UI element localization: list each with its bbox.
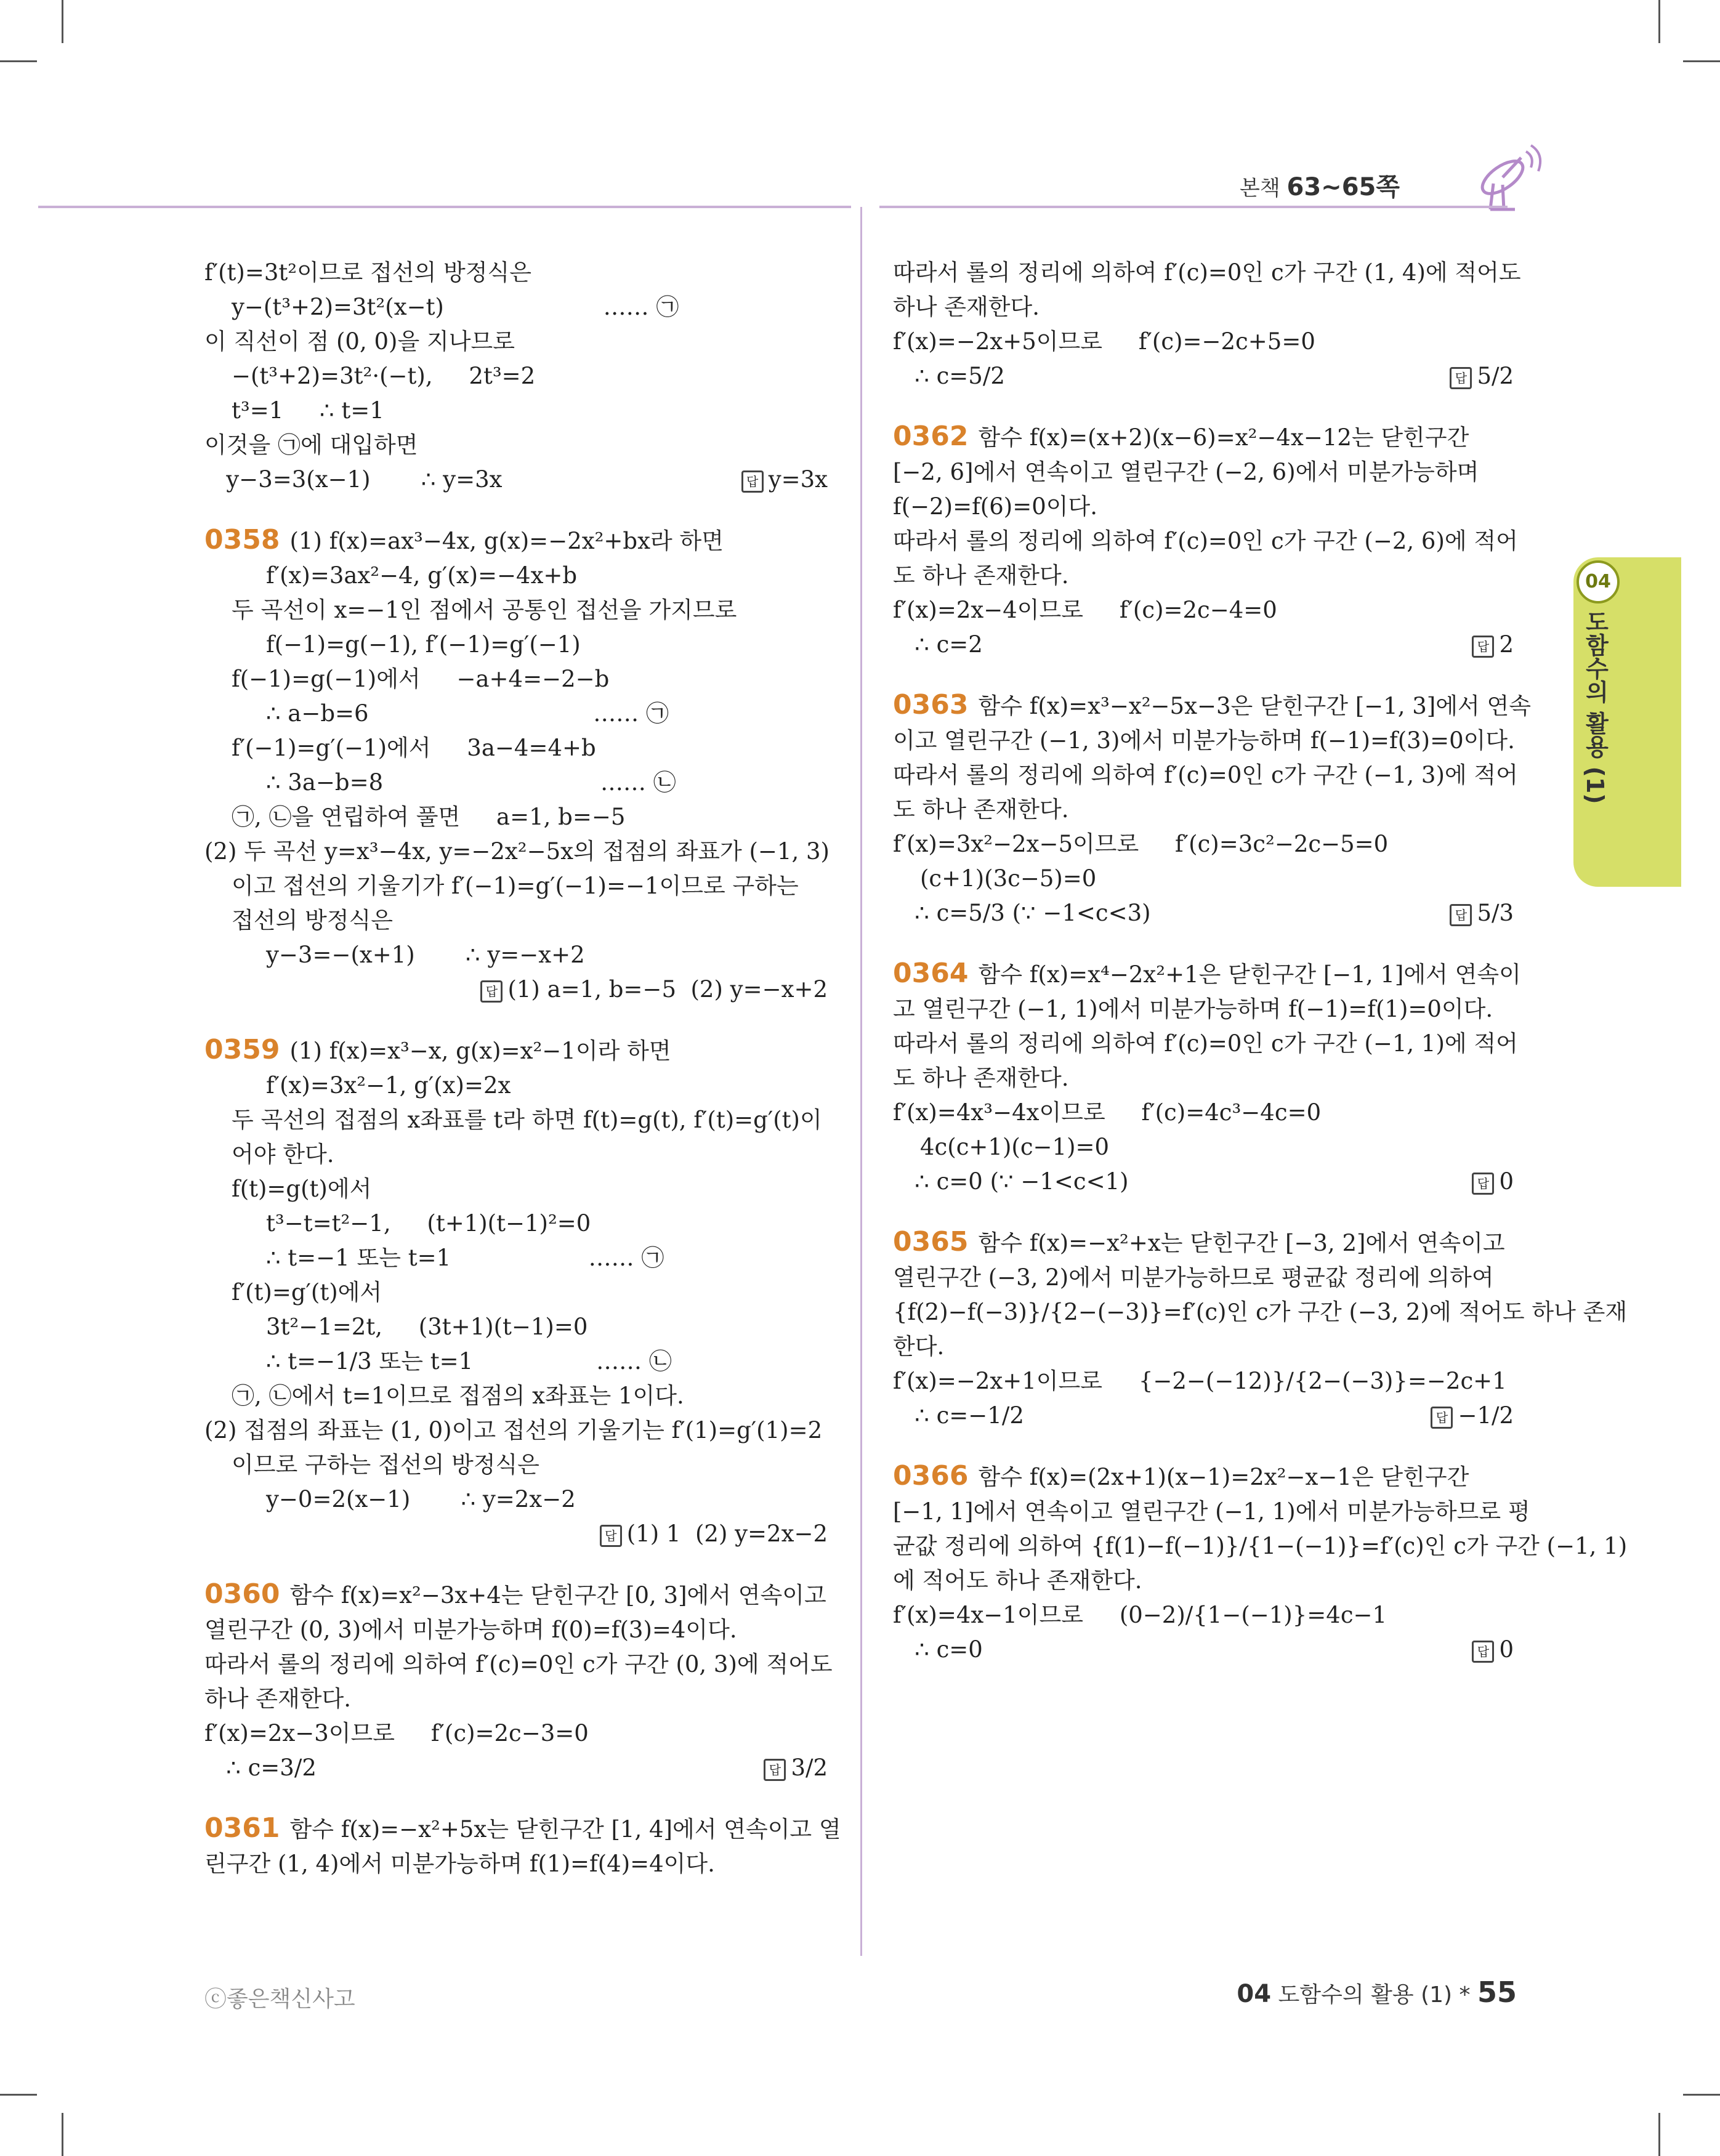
footer-star: *	[1459, 1982, 1471, 2008]
line-text: 함수 f(x)=x³−x²−5x−3은 닫힌구간 [−1, 3]에서 연속	[978, 693, 1531, 719]
solution-line	[893, 325, 1514, 359]
problem-block	[893, 688, 1531, 931]
satellite-icon	[1466, 140, 1552, 214]
header-rule-left	[38, 206, 851, 208]
solution-line	[893, 1598, 1514, 1633]
problem-block	[204, 1811, 841, 1881]
problem-block	[893, 1225, 1628, 1433]
solution-line	[204, 1448, 828, 1482]
answer-value: 5/2	[1477, 363, 1514, 389]
solution-line	[204, 662, 828, 696]
problem-number: 0366	[893, 1460, 969, 1492]
line-text: 이것을 ㉠에 대입하면	[204, 432, 418, 458]
solution-line	[893, 524, 1518, 559]
footer-chapter-title: 도함수의 활용 (1)	[1278, 1982, 1453, 2008]
crop-mark	[1683, 60, 1720, 62]
column-divider	[860, 207, 862, 1956]
answer-value: (1) a=1, b=−5 (2) y=−x+2	[507, 976, 828, 1003]
final-answer	[1472, 1633, 1514, 1667]
line-text: f′(x)=−2x+5이므로 f′(c)=−2c+5=0	[893, 328, 1315, 355]
answer-work: y−3=3(x−1) ∴ y=3x	[204, 466, 503, 493]
line-text: 4c(c+1)(c−1)=0	[920, 1134, 1110, 1160]
solution-line	[204, 1206, 828, 1241]
answer-mark-icon: 답	[1450, 904, 1472, 926]
solution-line	[893, 1495, 1530, 1529]
answer-mark-icon: 답	[480, 980, 503, 1003]
line-text: 열린구간 (−3, 2)에서 미분가능하므로 평균값 정리에 의하여	[893, 1264, 1494, 1291]
answer-value: −1/2	[1458, 1402, 1514, 1429]
answer-row	[893, 1633, 1514, 1667]
solution-line	[204, 1344, 828, 1379]
problem-block	[204, 256, 828, 497]
answer-row	[893, 896, 1514, 931]
line-text: f′(−1)=g′(−1)에서 3a−4=4+b	[232, 735, 596, 761]
solution-line	[204, 325, 828, 359]
solution-line	[893, 862, 1514, 896]
solution-line	[204, 428, 828, 462]
solution-line	[204, 834, 828, 869]
solution-line	[204, 765, 828, 800]
solution-line	[893, 256, 1521, 290]
solution-line	[893, 1261, 1514, 1295]
line-text: f′(x)=4x−1이므로 (0−2)/{1−(−1)}=4c−1	[893, 1602, 1387, 1628]
line-text: 열린구간 (0, 3)에서 미분가능하며 f(0)=f(3)=4이다.	[204, 1617, 737, 1643]
solution-line	[204, 1413, 828, 1448]
solution-line	[893, 1225, 1514, 1261]
problem-block	[893, 1459, 1628, 1667]
solution-line	[204, 1172, 828, 1206]
solution-line	[893, 419, 1514, 455]
page-number: 55	[1477, 1976, 1517, 2009]
solution-line	[204, 1847, 828, 1881]
solution-line	[893, 1364, 1514, 1399]
solution-line	[204, 359, 828, 394]
solution-line	[893, 724, 1514, 758]
answer-row	[204, 1517, 828, 1551]
line-text: 함수 f(x)=−x²+5x는 닫힌구간 [1, 4]에서 연속이고 열	[289, 1816, 841, 1843]
answer-mark-icon: 답	[1450, 367, 1472, 389]
answer-mark-icon: 답	[764, 1759, 786, 1781]
solution-line	[204, 1310, 828, 1344]
solution-line	[204, 1577, 828, 1613]
line-text: 따라서 롤의 정리에 의하여 f′(c)=0인 c가 구간 (−2, 6)에 적어	[893, 528, 1518, 554]
solution-line	[204, 290, 828, 325]
problem-number: 0361	[204, 1812, 280, 1844]
answer-work: ∴ c=5/3 (∵ −1<c<3)	[893, 900, 1151, 926]
crop-mark	[1683, 2094, 1720, 2096]
line-text: 따라서 롤의 정리에 의하여 f′(c)=0인 c가 구간 (−1, 1)에 적어	[893, 1030, 1518, 1057]
line-text: 균값 정리에 의하여 {f(1)−f(−1)}/{1−(−1)}=f′(c)인 c가 구간 (−1, 1)	[893, 1533, 1628, 1559]
answer-value: 5/3	[1477, 900, 1514, 926]
line-text: 고 열린구간 (−1, 1)에서 미분가능하며 f(−1)=f(1)=0이다.	[893, 996, 1493, 1022]
answer-mark-icon: 답	[741, 470, 764, 493]
solution-line	[204, 1275, 828, 1310]
line-text: 함수 f(x)=−x²+x는 닫힌구간 [−3, 2]에서 연속이고	[978, 1230, 1505, 1256]
page-ref-pages: 63~65쪽	[1286, 173, 1400, 201]
final-answer	[741, 462, 828, 497]
solution-line	[204, 696, 828, 731]
solution-line	[204, 628, 828, 662]
problem-block	[204, 1033, 828, 1551]
solution-line	[204, 903, 828, 938]
final-answer	[1450, 359, 1514, 394]
solution-line	[204, 1241, 828, 1275]
line-text: f(−1)=g(−1)에서 −a+4=−2−b	[232, 666, 610, 692]
problem-block	[893, 256, 1521, 394]
solution-line	[204, 256, 828, 290]
line-text: {f(2)−f(−3)}/{2−(−3)}=f′(c)인 c가 구간 (−3, 2)에 적어도 하나 존재	[893, 1299, 1628, 1325]
solution-line	[893, 992, 1514, 1027]
answer-work: ∴ c=2	[893, 631, 983, 658]
solution-line	[204, 1103, 828, 1137]
line-text: t³=1 ∴ t=1	[232, 397, 384, 424]
line-text: ∴ a−b=6 …… ㉠	[266, 700, 669, 727]
solution-line	[893, 1130, 1514, 1165]
solution-line	[204, 1613, 828, 1647]
chapter-tab-number: 04	[1577, 560, 1620, 604]
answer-work: ∴ c=3/2	[204, 1754, 317, 1781]
problem-block	[893, 419, 1518, 662]
line-text: f(−1)=g(−1), f′(−1)=g′(−1)	[266, 631, 581, 658]
page-footer	[1237, 1976, 1517, 2009]
copyright: ⓒ좋은책신사고	[204, 1987, 355, 2012]
page-ref-prefix: 본책	[1240, 176, 1280, 201]
answer-value: 0	[1499, 1636, 1514, 1663]
answer-mark-icon: 답	[600, 1525, 622, 1547]
left-column	[204, 256, 841, 1907]
solution-line	[893, 688, 1531, 724]
line-text: 도 하나 존재한다.	[893, 796, 1069, 823]
line-text: 접선의 방정식은	[232, 907, 393, 934]
answer-value: (1) 1 (2) y=2x−2	[626, 1520, 828, 1547]
line-text: y−(t³+2)=3t²(x−t) …… ㉠	[232, 294, 679, 320]
solution-line	[893, 1564, 1514, 1598]
final-answer	[1472, 628, 1514, 662]
line-text: (2) 접점의 좌표는 (1, 0)이고 접선의 기울기는 f′(1)=g′(1)=2	[204, 1417, 823, 1443]
line-text: f′(t)=3t²이므로 접선의 방정식은	[204, 259, 532, 286]
final-answer	[1450, 896, 1514, 931]
crop-mark	[62, 2113, 63, 2156]
line-text: f′(x)=2x−3이므로 f′(c)=2c−3=0	[204, 1720, 589, 1746]
line-text: 에 적어도 하나 존재한다.	[893, 1567, 1142, 1594]
solution-line	[204, 1068, 828, 1103]
solution-line	[893, 1295, 1628, 1330]
line-text: t³−t=t²−1, (t+1)(t−1)²=0	[266, 1210, 591, 1237]
answer-row	[893, 1165, 1514, 1199]
line-text: 하나 존재한다.	[204, 1686, 351, 1712]
line-text: 두 곡선의 접점의 x좌표를 t라 하면 f(t)=g(t), f′(t)=g′(t)이	[232, 1107, 822, 1133]
line-text: 이고 열린구간 (−1, 3)에서 미분가능하며 f(−1)=f(3)=0이다.	[893, 727, 1515, 754]
solution-line	[204, 1647, 833, 1682]
final-answer	[600, 1517, 828, 1551]
line-text: −(t³+2)=3t²·(−t), 2t³=2	[232, 363, 536, 389]
line-text: [−1, 1]에서 연속이고 열린구간 (−1, 1)에서 미분가능하므로 평	[893, 1498, 1530, 1525]
solution-line	[204, 1033, 828, 1068]
line-text: f′(t)=g′(t)에서	[232, 1279, 382, 1306]
answer-work: ∴ c=0	[893, 1636, 983, 1663]
solution-line	[204, 593, 828, 628]
problem-number: 0360	[204, 1578, 280, 1610]
line-text: 이므로 구하는 접선의 방정식은	[232, 1451, 539, 1478]
line-text: 어야 한다.	[232, 1141, 334, 1168]
crop-mark	[1658, 0, 1660, 43]
line-text: (2) 두 곡선 y=x³−4x, y=−2x²−5x의 접점의 좌표가 (−1, 3)	[204, 838, 830, 865]
solution-line	[893, 1096, 1514, 1130]
line-text: 두 곡선이 x=−1인 점에서 공통인 접선을 가지므로	[232, 597, 737, 623]
line-text: 따라서 롤의 정리에 의하여 f′(c)=0인 c가 구간 (−1, 3)에 적어	[893, 762, 1518, 788]
problem-block	[204, 523, 828, 1007]
page-reference	[1240, 168, 1400, 203]
problem-number: 0363	[893, 689, 969, 721]
line-text: 따라서 롤의 정리에 의하여 f′(c)=0인 c가 구간 (0, 3)에 적어도	[204, 1651, 833, 1678]
answer-row	[893, 628, 1514, 662]
answer-work: ∴ c=−1/2	[893, 1402, 1024, 1429]
answer-value: 2	[1499, 631, 1514, 658]
line-text: f′(x)=−2x+1이므로 {−2−(−12)}/{2−(−3)}=−2c+1	[893, 1368, 1507, 1394]
line-text: 따라서 롤의 정리에 의하여 f′(c)=0인 c가 구간 (1, 4)에 적어도	[893, 259, 1521, 286]
solution-line	[204, 1137, 828, 1172]
problem-block	[204, 1577, 833, 1785]
answer-mark-icon: 답	[1472, 1641, 1494, 1663]
final-answer	[764, 1751, 828, 1785]
solution-line	[204, 938, 828, 972]
chapter-tab-title: 도함수의 활용 (1)	[1581, 610, 1609, 804]
solution-line	[204, 523, 828, 559]
answer-row	[893, 1399, 1514, 1433]
line-text: f(t)=g(t)에서	[232, 1176, 372, 1202]
solution-line	[893, 827, 1514, 862]
solution-line	[893, 490, 1514, 524]
crop-mark	[62, 0, 63, 43]
crop-mark	[0, 60, 37, 62]
final-answer	[1431, 1399, 1514, 1433]
answer-row	[204, 1751, 828, 1785]
answer-row	[204, 462, 828, 497]
line-text: (c+1)(3c−5)=0	[920, 865, 1097, 892]
solution-line	[204, 559, 828, 593]
line-text: (1) f(x)=x³−x, g(x)=x²−1이라 하면	[289, 1038, 671, 1064]
line-text: f′(x)=3x²−1, g′(x)=2x	[266, 1072, 511, 1099]
line-text: f(−2)=f(6)=0이다.	[893, 493, 1098, 520]
final-answer	[480, 972, 828, 1007]
line-text: ㉠, ㉡에서 t=1이므로 접점의 x좌표는 1이다.	[232, 1383, 684, 1409]
line-text: 3t²−1=2t, (3t+1)(t−1)=0	[266, 1314, 588, 1340]
line-text: 한다.	[893, 1333, 945, 1360]
solution-line	[204, 1811, 841, 1847]
line-text: 함수 f(x)=x²−3x+4는 닫힌구간 [0, 3]에서 연속이고	[289, 1582, 826, 1609]
solution-line	[204, 800, 828, 834]
answer-value: 0	[1499, 1168, 1514, 1195]
problem-number: 0364	[893, 958, 969, 989]
solution-line	[204, 1379, 828, 1413]
answer-row	[893, 359, 1514, 394]
answer-mark-icon: 답	[1472, 636, 1494, 658]
line-text: 이 직선이 점 (0, 0)을 지나므로	[204, 328, 515, 355]
solution-line	[893, 593, 1514, 628]
answer-row	[204, 972, 828, 1007]
solution-line	[893, 1529, 1628, 1564]
line-text: y−3=−(x+1) ∴ y=−x+2	[266, 942, 585, 968]
line-text: y−0=2(x−1) ∴ y=2x−2	[266, 1486, 576, 1512]
final-answer	[1472, 1165, 1514, 1199]
problem-number: 0365	[893, 1226, 969, 1258]
solution-line	[893, 956, 1521, 992]
line-text: ∴ 3a−b=8 …… ㉡	[266, 769, 676, 796]
answer-value: y=3x	[768, 466, 828, 493]
solution-line	[893, 1027, 1518, 1061]
header-rule-right	[879, 206, 1508, 208]
line-text: ∴ t=−1 또는 t=1 …… ㉠	[266, 1245, 664, 1271]
line-text: 도 하나 존재한다.	[893, 1065, 1069, 1091]
line-text: (1) f(x)=ax³−4x, g(x)=−2x²+bx라 하면	[289, 528, 724, 554]
solution-line	[893, 758, 1518, 793]
answer-mark-icon: 답	[1431, 1407, 1453, 1429]
line-text: 하나 존재한다.	[893, 294, 1040, 320]
solution-line	[204, 1682, 828, 1716]
solution-line	[204, 1482, 828, 1517]
problem-number: 0358	[204, 524, 280, 555]
crop-mark	[1658, 2113, 1660, 2156]
solution-line	[893, 793, 1514, 827]
answer-work: ∴ c=5/2	[893, 363, 1005, 389]
line-text: f′(x)=3ax²−4, g′(x)=−4x+b	[266, 562, 578, 589]
footer-chapter-num: 04	[1237, 1980, 1272, 2008]
solution-line	[893, 290, 1514, 325]
solution-line	[893, 455, 1514, 490]
solution-line	[204, 1716, 828, 1751]
line-text: 함수 f(x)=x⁴−2x²+1은 닫힌구간 [−1, 1]에서 연속이	[978, 961, 1521, 988]
line-text: 린구간 (1, 4)에서 미분가능하며 f(1)=f(4)=4이다.	[204, 1851, 715, 1877]
crop-mark	[0, 2094, 37, 2096]
answer-value: 3/2	[791, 1754, 828, 1781]
solution-line	[893, 1330, 1514, 1364]
solution-line	[204, 394, 828, 428]
solution-line	[204, 869, 828, 903]
problem-block	[893, 956, 1521, 1199]
line-text: 도 하나 존재한다.	[893, 562, 1069, 589]
problem-number: 0359	[204, 1034, 280, 1065]
answer-work: ∴ c=0 (∵ −1<c<1)	[893, 1168, 1129, 1195]
line-text: ∴ t=−1/3 또는 t=1 …… ㉡	[266, 1348, 672, 1375]
line-text: 함수 f(x)=(2x+1)(x−1)=2x²−x−1은 닫힌구간	[978, 1464, 1469, 1490]
solution-line	[893, 559, 1514, 593]
problem-number: 0362	[893, 421, 969, 452]
line-text: [−2, 6]에서 연속이고 열린구간 (−2, 6)에서 미분가능하며	[893, 459, 1479, 485]
line-text: ㉠, ㉡을 연립하여 풀면 a=1, b=−5	[232, 804, 626, 830]
solution-line	[893, 1061, 1514, 1096]
line-text: f′(x)=3x²−2x−5이므로 f′(c)=3c²−2c−5=0	[893, 831, 1389, 857]
line-text: 이고 접선의 기울기가 f′(−1)=g′(−1)=−1이므로 구하는	[232, 873, 799, 899]
solution-line	[893, 1459, 1514, 1495]
line-text: f′(x)=2x−4이므로 f′(c)=2c−4=0	[893, 597, 1277, 623]
solution-line	[204, 731, 828, 765]
line-text: f′(x)=4x³−4x이므로 f′(c)=4c³−4c=0	[893, 1099, 1322, 1126]
answer-mark-icon: 답	[1472, 1173, 1494, 1195]
line-text: 함수 f(x)=(x+2)(x−6)=x²−4x−12는 닫힌구간	[978, 424, 1469, 451]
